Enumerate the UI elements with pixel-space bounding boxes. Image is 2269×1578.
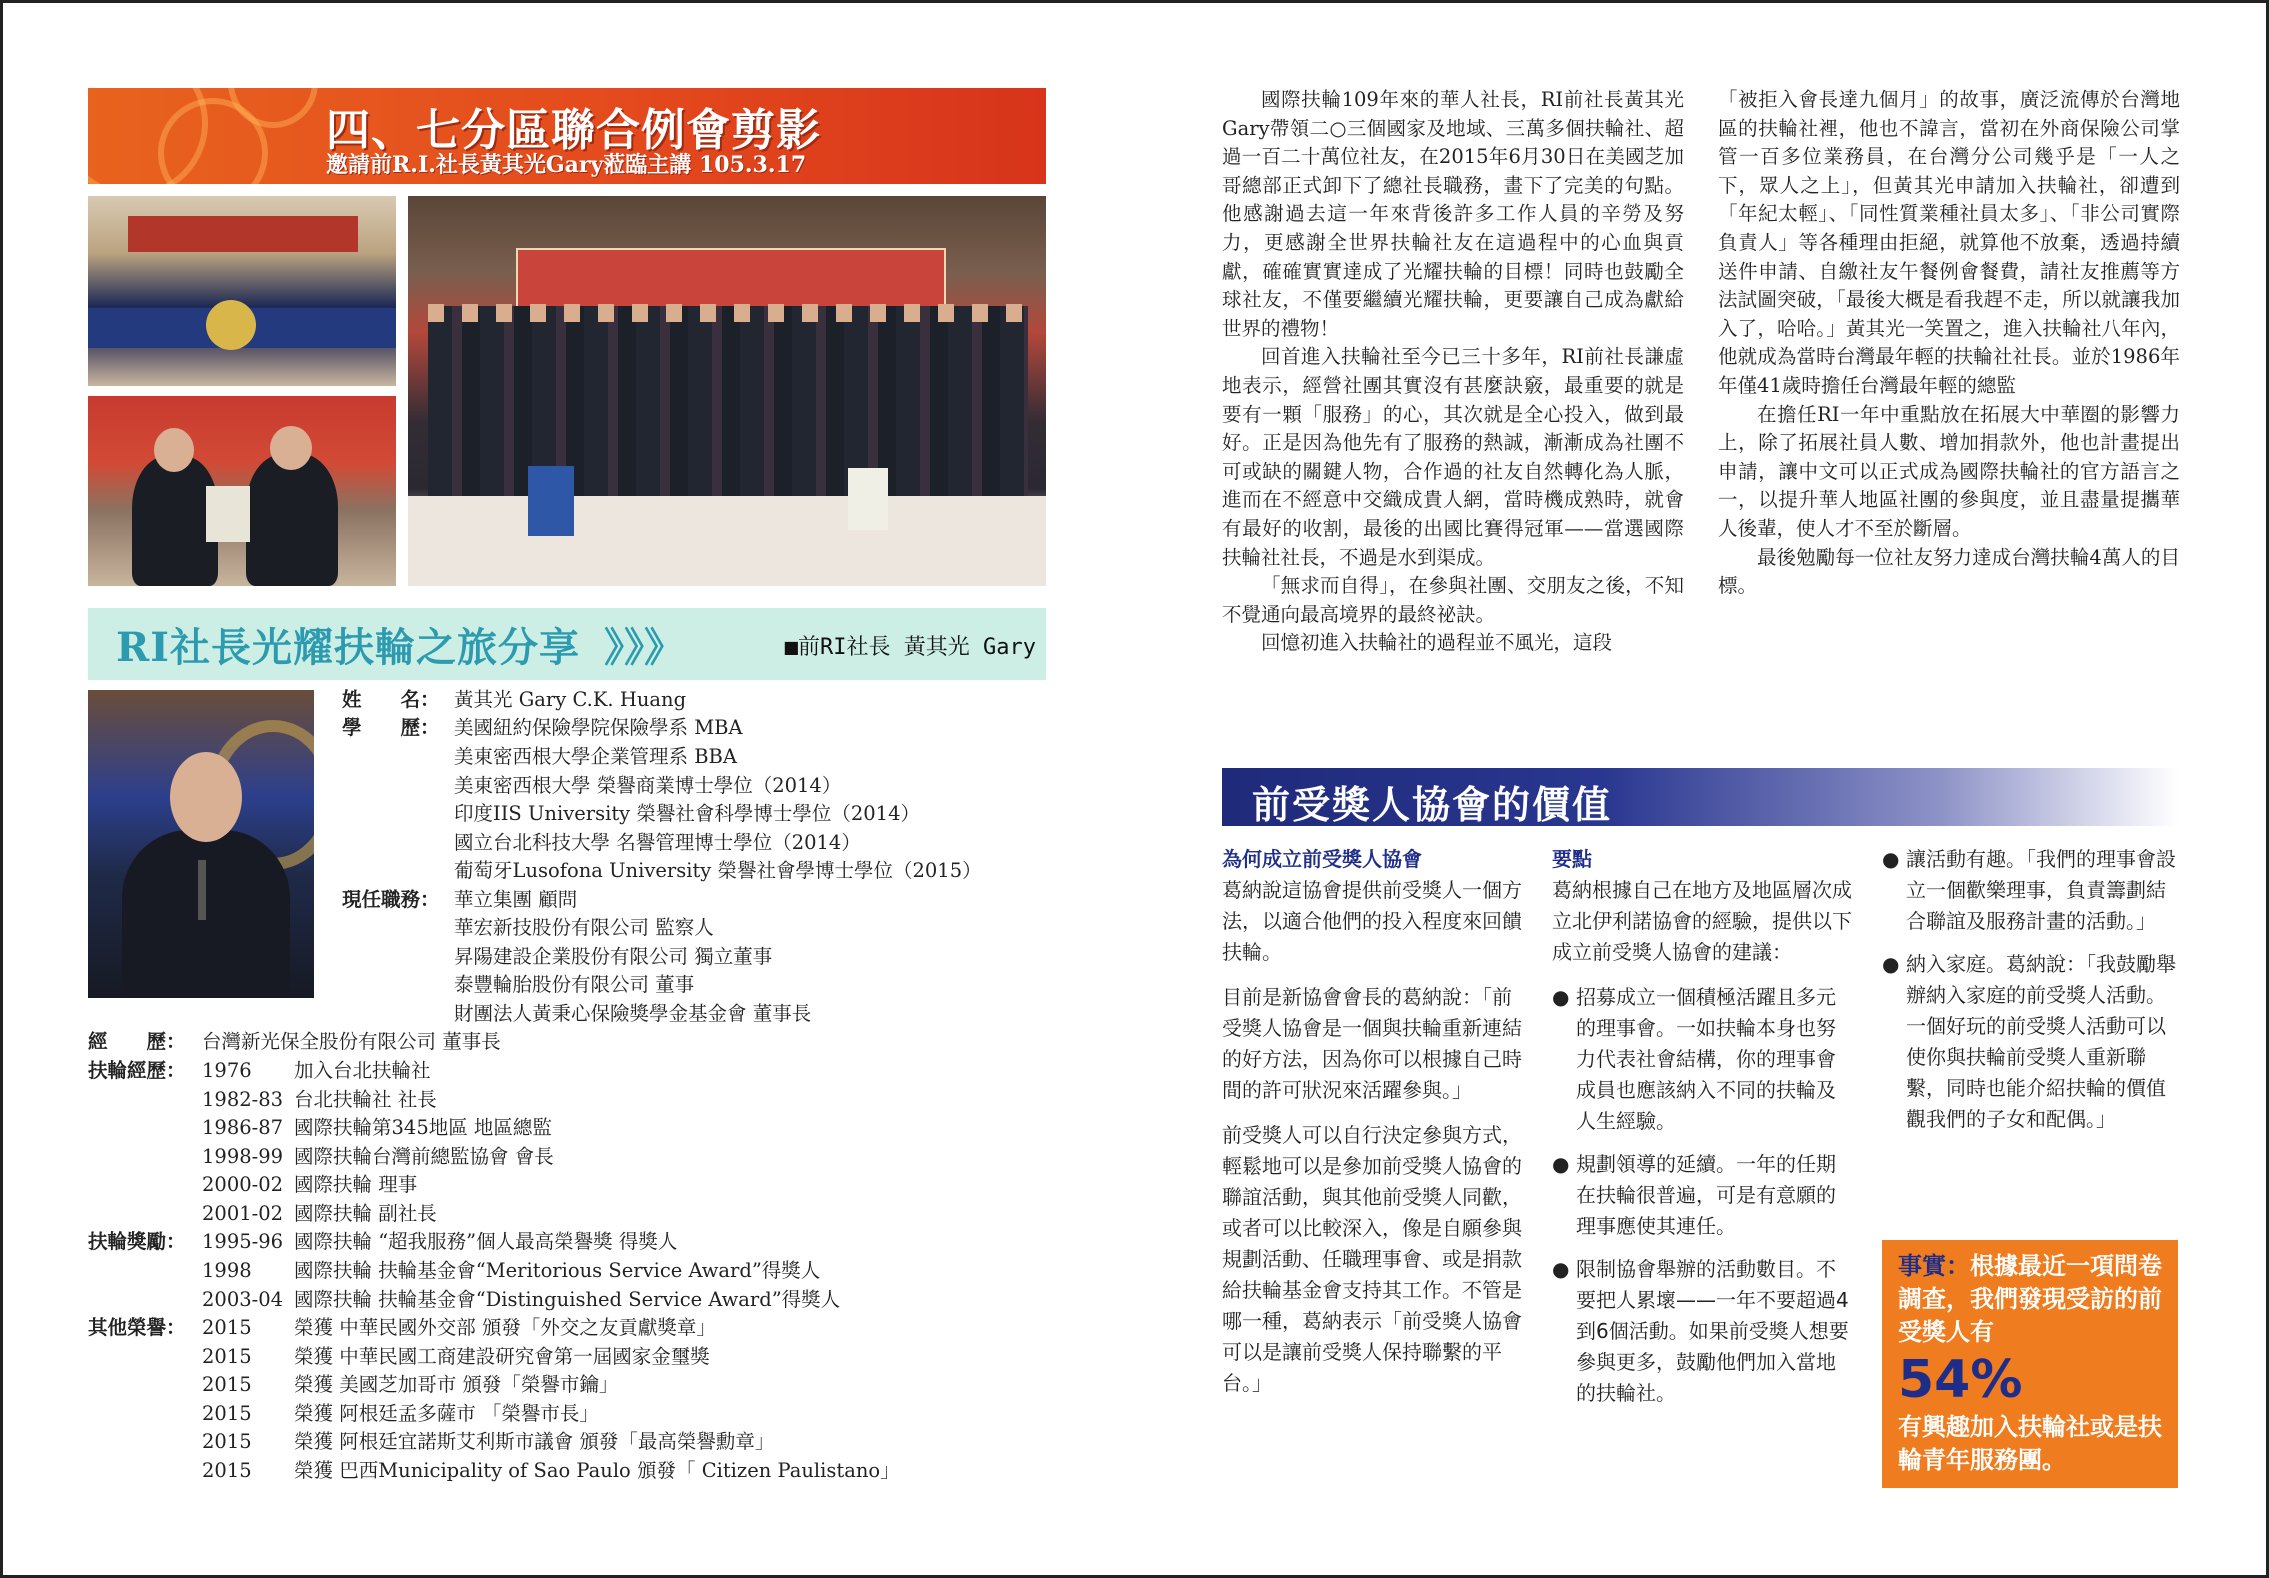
rotary-year: 1982-83	[202, 1088, 284, 1111]
bullet-icon: ●	[1552, 1257, 1570, 1281]
honor-year: 2015	[202, 1459, 252, 1482]
section-title: RI社長光耀扶輪之旅分享	[116, 624, 580, 671]
honor-year: 2015	[202, 1345, 252, 1368]
rotary-history-label: 扶輪經歷：	[88, 1059, 186, 1082]
award-year: 1998	[202, 1259, 252, 1282]
honor-year: 2015	[202, 1430, 252, 1453]
banner-subtitle: 邀請前R.I.社長黃其光Gary蒞臨主講 105.3.17	[326, 152, 807, 178]
honor-year: 2015	[202, 1402, 252, 1425]
tip-bullet: ● 限制協會舉辦的活動數目。不要把人累壞——一年不要超過4到6個活動。如果前受獎人想要參與更多，鼓勵他們加入當地的扶輪社。	[1552, 1254, 1854, 1409]
award-text: 國際扶輪 “超我服務”個人最高榮譽獎 得獎人	[294, 1230, 678, 1253]
education-item: 葡萄牙Lusofona University 榮譽社會學博士學位（2015）	[454, 859, 982, 882]
article-paragraph: 最後勉勵每一位社友努力達成台灣扶輪4萬人的目標。	[1718, 545, 2180, 598]
article-paragraph: 回憶初進入扶輪社的過程並不風光，這段	[1261, 631, 1613, 655]
award-text: 國際扶輪 扶輪基金會“Distinguished Service Award”得獎人	[294, 1288, 841, 1311]
rotary-role: 國際扶輪台灣前總監協會 會長	[294, 1145, 554, 1168]
rotary-year: 1986-87	[202, 1116, 284, 1139]
article-paragraph: 「被拒入會長達九個月」的故事，廣泛流傳於台灣地區的扶輪社裡，他也不諱言，當初在外商保險公司掌管一百多位業務員，在台灣分公司幾乎是「一人之下，眾人之上」，但黃其光申請加入扶輪社，卻遭到「年紀太輕」、「同性質業種社員太多」、「非公司實際負責人」等各種理由拒絕，就算他不放棄，透過持續送件申請、自繳社友午餐例會餐費，請社友推薦等方法試圖突破，「最後大概是看我趕不走，所以就讓我加入了，哈哈。」黃其光一笑置之，進入扶輪社八年內，他就成為當時台灣最年輕的扶輪社社長。並於1986年年僅41歲時擔任台灣最年輕的總監	[1718, 88, 2180, 397]
profile-block	[0, 0, 1100, 1500]
award-text: 國際扶輪 扶輪基金會“Meritorious Service Award”得獎人	[294, 1259, 821, 1282]
honor-text: 榮獲 阿根廷宜諾斯艾利斯市議會 頒發「最高榮譽勳章」	[294, 1430, 775, 1453]
section-arrows: 》》》	[604, 624, 684, 671]
honor-text: 榮獲 中華民國外交部 頒發「外交之友貢獻獎章」	[294, 1316, 716, 1339]
award-year: 2003-04	[202, 1288, 284, 1311]
name-value: 黃其光 Gary C.K. Huang	[454, 688, 687, 711]
section-title: 前受獎人協會的價值	[1252, 783, 1613, 827]
fact-lead: 根據最近一項問卷調查，我們發現受訪的前受獎人有	[1898, 1252, 2162, 1346]
education-item: 美國紐約保險學院保險學系 MBA	[454, 716, 743, 739]
column-paragraph: 葛納根據自己在地方及地區層次成立北伊利諾協會的經驗，提供以下成立前受獎人協會的建議：	[1552, 878, 1852, 964]
section-byline: ■前RI社長 黃其光 Gary	[784, 635, 1036, 660]
job-item: 昇陽建設企業股份有限公司 獨立董事	[454, 945, 773, 968]
education-item: 美東密西根大學 榮譽商業博士學位（2014）	[454, 774, 842, 797]
column-paragraph: 目前是新協會會長的葛納說：「前受獎人協會是一個與扶輪重新連結的好方法，因為你可以根據自己時間的許可狀況來活躍參與。」	[1222, 985, 1522, 1102]
rotary-year: 1976	[202, 1059, 252, 1082]
job-item: 華宏新技股份有限公司 監察人	[454, 916, 714, 939]
rotary-year: 1998-99	[202, 1145, 284, 1168]
education-item: 印度IIS University 榮譽社會科學博士學位（2014）	[454, 802, 920, 825]
article-paragraph: 國際扶輪109年來的華人社長，RI前社長黃其光Gary帶領二○三個國家及地域、三萬多個扶輪社、超過一百二十萬位社友，在2015年6月30日在美國芝加哥總部正式卸下了總社長職務，畫下了完美的句點。他感謝過去這一年來背後許多工作人員的辛勞及努力，更感謝全世界扶輪社友在這過程中的心血與貢獻，確確實實達成了光耀扶輪的目標！同時也鼓勵全球社友，不僅要繼續光耀扶輪，更要讓自己成為獻給世界的禮物！	[1222, 88, 1684, 340]
article-paragraph: 「無求而自得」，在參與社團、交朋友之後，不知不覺通向最高境界的最終祕訣。	[1222, 574, 1684, 626]
article-column-1	[1222, 86, 1684, 746]
fact-label: 事實：	[1898, 1252, 1970, 1280]
job-item: 泰豐輪胎股份有限公司 董事	[454, 973, 695, 996]
article-paragraph: 回首進入扶輪社至今已三十多年，RI前社長謙虛地表示，經營社團其實沒有甚麼訣竅，最重要的就是要有一顆「服務」的心，其次就是全心投入，做到最好。正是因為他先有了服務的熱誠，漸漸成為社團不可或缺的關鍵人物，合作過的社友自然轉化為人脈，進而在不經意中交織成貴人網，當時機成熟時，就會有最好的收割，最後的出國比賽得冠軍——當選國際扶輪社社長，不過是水到渠成。	[1222, 345, 1684, 569]
name-label: 姓 名：	[342, 688, 440, 711]
section-header-alumni	[1222, 768, 2178, 826]
job-item: 財團法人黃秉心保險獎學金基金會 董事長	[454, 1002, 812, 1025]
award-year: 1995-96	[202, 1230, 284, 1253]
article-paragraph: 在擔任RI一年中重點放在拓展大中華圈的影響力上，除了拓展社員人數、增加捐款外，他也計畫提出申請，讓中文可以正式成為國際扶輪社的官方語言之一，以提升華人地區社團的參與度，並且盡量提攜華人後輩，使人才不至於斷層。	[1718, 402, 2180, 540]
honor-text: 榮獲 中華民國工商建設研究會第一屆國家金璽獎	[294, 1345, 710, 1368]
rotary-role: 國際扶輪 副社長	[294, 1202, 437, 1225]
column-paragraph: 前受獎人可以自行決定參與方式，輕鬆地可以是參加前受獎人協會的聯誼活動，與其他前受獎人同歡，或者可以比較深入，像是自願參與規劃活動、任職理事會、或是捐款給扶輪基金會支持其工作。不管是哪一種，葛納表示「前受獎人協會可以是讓前受獎人保持聯繫的平台。」	[1222, 1123, 1522, 1395]
experience-value: 台灣新光保全股份有限公司 董事長	[202, 1030, 501, 1053]
rotary-role: 台北扶輪社 社長	[294, 1088, 437, 1111]
fact-box	[1882, 1240, 2178, 1488]
job-item: 華立集團 顧問	[454, 888, 578, 911]
rotary-year: 2001-02	[202, 1202, 284, 1225]
honor-text: 榮獲 美國芝加哥市 頒發「榮譽市鑰」	[294, 1373, 619, 1396]
rotary-role: 國際扶輪 理事	[294, 1173, 418, 1196]
rotary-year: 2000-02	[202, 1173, 284, 1196]
education-label: 學 歷：	[342, 716, 440, 739]
bullet-icon: ●	[1552, 985, 1570, 1009]
tip-bullet: ● 招募成立一個積極活躍且多元的理事會。一如扶輪本身也努力代表社會結構，你的理事會成員也應該納入不同的扶輪及人生經驗。	[1552, 982, 1854, 1137]
current-jobs-label: 現任職務：	[342, 888, 440, 911]
rotary-role: 國際扶輪第345地區 地區總監	[294, 1116, 552, 1139]
alumni-column-why	[1222, 844, 1524, 1413]
alumni-column-more	[1882, 844, 2178, 1147]
honor-year: 2015	[202, 1316, 252, 1339]
honor-year: 2015	[202, 1373, 252, 1396]
experience-label: 經 歷：	[88, 1030, 186, 1053]
tip-bullet: ● 規劃領導的延續。一年的任期在扶輪很普遍，可是有意願的理事應使其連任。	[1552, 1149, 1854, 1242]
column-heading: 要點	[1552, 847, 1592, 871]
column-heading: 為何成立前受獎人協會	[1222, 847, 1422, 871]
other-honors-label: 其他榮譽：	[88, 1316, 186, 1339]
tip-bullet: ● 納入家庭。葛納說：「我鼓勵舉辦納入家庭的前受獎人活動。一個好玩的前受獎人活動可以使你與扶輪前受獎人重新聯繫，同時也能介紹扶輪的價值觀我們的子女和配偶。」	[1882, 949, 2178, 1135]
honor-text: 榮獲 巴西Municipality of Sao Paulo 頒發「 Citizen Paulistano」	[294, 1459, 900, 1482]
bullet-icon: ●	[1882, 952, 1900, 976]
honor-text: 榮獲 阿根廷孟多薩市 「榮譽市長」	[294, 1402, 599, 1425]
banner-title: 四、七分區聯合例會剪影	[326, 105, 821, 156]
tip-bullet: ● 讓活動有趣。「我們的理事會設立一個歡樂理事，負責籌劃結合聯誼及服務計畫的活動。」	[1882, 844, 2178, 937]
article-column-2	[1718, 86, 2180, 746]
fact-tail: 有興趣加入扶輪社或是扶輪青年服務團。	[1898, 1413, 2162, 1474]
alumni-column-tips	[1552, 844, 1854, 1421]
column-paragraph: 葛納說這協會提供前受獎人一個方法，以適合他們的投入程度來回饋扶輪。	[1222, 878, 1522, 964]
education-item: 國立台北科技大學 名譽管理博士學位（2014）	[454, 831, 861, 854]
fact-percentage: 54%	[1898, 1350, 2023, 1410]
education-item: 美東密西根大學企業管理系 BBA	[454, 745, 737, 768]
bullet-icon: ●	[1552, 1152, 1570, 1176]
rotary-awards-label: 扶輪獎勵：	[88, 1230, 186, 1253]
bullet-icon: ●	[1882, 847, 1900, 871]
rotary-role: 加入台北扶輪社	[294, 1059, 431, 1082]
